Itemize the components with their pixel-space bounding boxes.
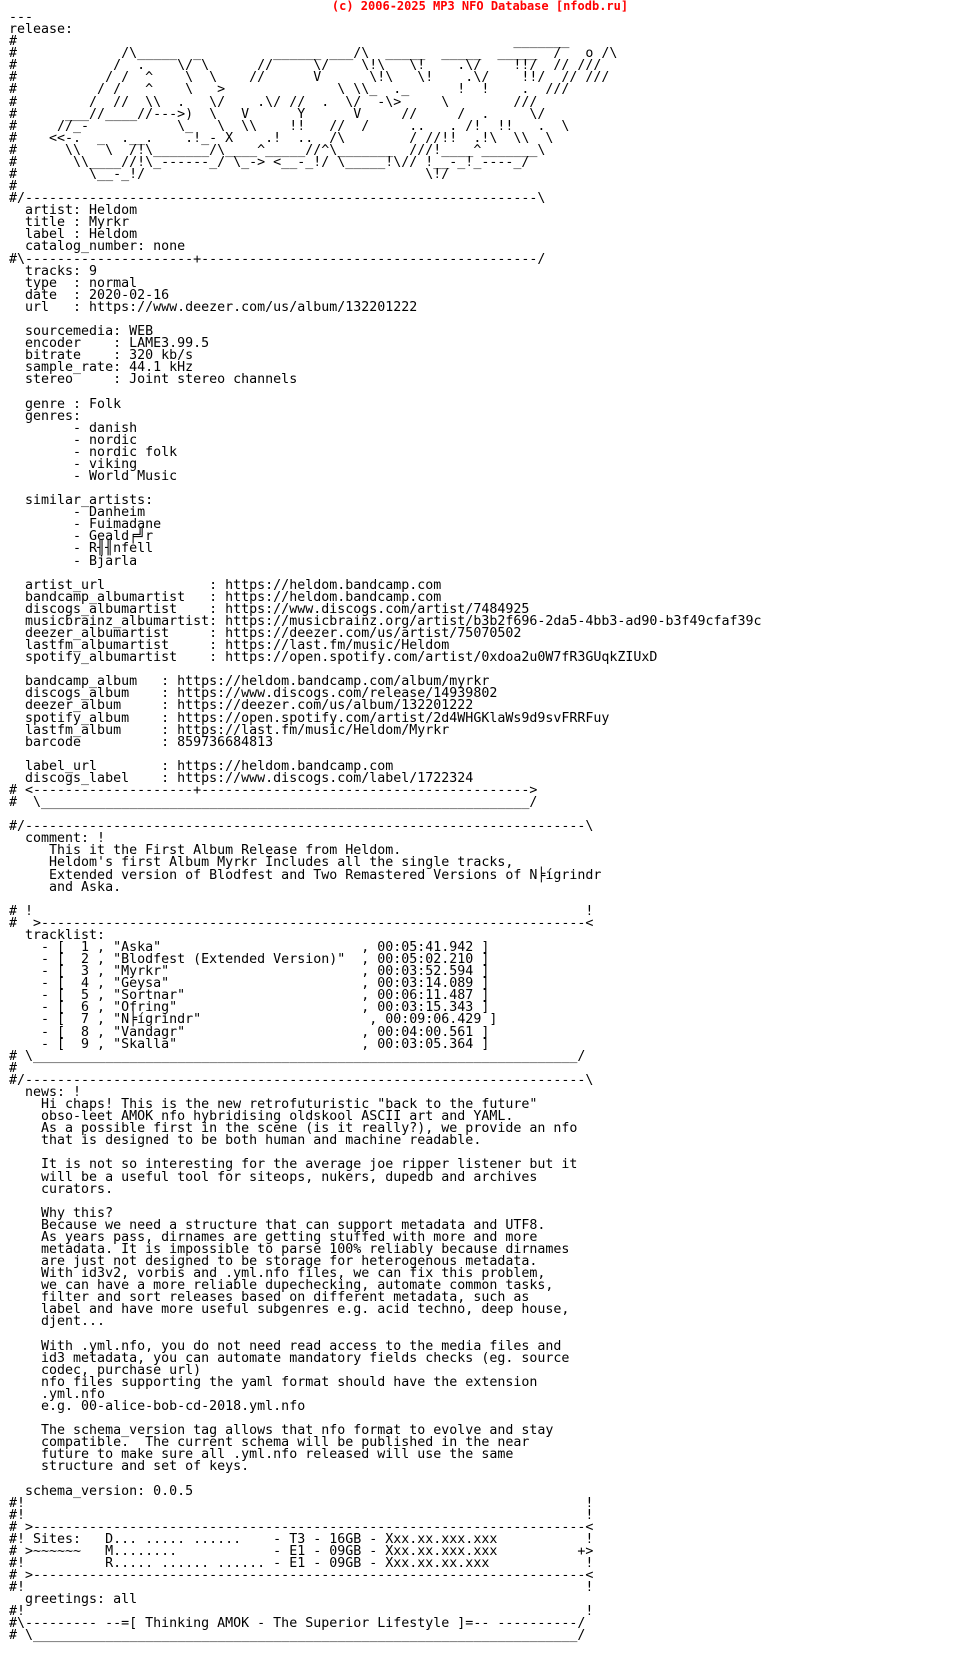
nfo-text-block: --- release: # _______ # /\_____ _ ______ ___/\ _____ _____ _____ / o /\ # / . \/ \ // \/ \!\ \! .\/ !!/ // /// # / / ^ \ \ // V \!\ \! .\/ !!/ // /// # / / ^ \ > \ \\_ ._ ! ! . /// # / // \\ . \/ .\/ // . \/ -\> \ /// # ___//____//--->) \ V Y V // / . \/ # //_- \_ \ \\ !! // / .. . /! !! . \ # <<-. _ .__. .!_- X .! .. /\ / //!! .!\ \\ \ # \\ \ /!\_______/\____^_____//^\_______ ///!____^_______\ # \\____//!\_------_/ \_-> <__-_!/ \_____!\// !__-_!_----_/ # \__-_!/ \!/ # #/----------------------------------------------------------------\ artist: Heldom title : Myrkr label : Heldom catalog_number: none #\---------------------+------------------------------------------/ tracks: 9 type : normal date : 2020-02-16 url : https://www.deezer.com/us/album/132201222 sourcemedia: WEB encoder : LAME3.99.5 bitrate : 320 kb/s sample_rate: 44.1 kHz stereo : Joint stereo channels genre : Folk genres: - danish - nordic - nordic folk - viking - World Music similar_artists: - Danheim - Fuimadane - Geald╒╝r - R╢╢nfell - Bjarla artist_url : https://heldom.bandcamp.com bandcamp_albumartist : https://heldom.bandcamp.com discogs_albumartist : https://www.discogs.com/artist/7484925 musicbrainz_albumartist: https://musicbrainz.org/artist/b3b2f696-2da5-4bb3-ad90-b3f49cfaf39c deezer_albumartist : https://deezer.com/us/artist/75070502 lastfm_albumartist : https://last.fm/music/Heldom spotify_albumartist : https://open.spotify.com/artist/0xdoa2u0W7fR3GUqkZIUxD bandcamp_album : https://heldom.bandcamp.com/album/myrkr discogs_album : https://www.discogs.com/release/14939802 deezer_album : https://deezer.com/us/album/132201222 spotify_album : https://open.spotify.com/artist/2d4WHGKlaWs9d9svFRRFuy lastfm_album : https://last.fm/music/Heldom/Myrkr barcode : 859736684813 label_url : https://heldom.bandcamp.com discogs_label : https://www.discogs.com/label/1722324 # <--------------------+-----------------------------------------> # \_____________________________________________________________/ #/----------------------------------------------------------------------\ comment: ! This it the First Album Release from Heldom. Heldom's first Album Myrkr Includes all the single tracks, Extended version of Blodfest and Two Remastered Versions of N╞ígrindr and Aska. # ! ! # >--------------------------------------------------------------------< tracklist: - [ 1 , "Aska" , 00:05:41.942 ] - [ 2 , "Blodfest (Extended Version)" , 00:05:02.210 ] - [ 3 , "Myrkr" , 00:03:52.594 ] - [ 4 , "Geysa" , 00:03:14.089 ] - [ 5 , "Sortnar" , 00:06:11.487 ] - [ 6 , "Ofring" , 00:03:15.343 ] - [ 7 , "N╞ígrindr" , 00:09:06.429 ] - [ 8 , "Vandagr" , 00:04:00.561 ] - [ 9 , "Skalla" , 00:03:05.364 ] # \____________________________________________________________________/ # #/----------------------------------------------------------------------\ news: ! Hi chaps! This is the new retrofuturistic "back to the future" obso-leet AMOK nfo hybridising oldskool ASCII art and YAML. As a possible first in the scene (is it really?), we provide an nfo that is designed to be both human and machine readable. It is not so interesting for the average joe ripper listener but it will be a useful tool for siteops, nukers, dupedb and archives curators. Why this? Because we need a structure that can support metadata and UTF8. As years pass, dirnames are getting stuffed with more and more metadata. It is impossible to parse 100% reliably because dirnames are just not designed to be storage for heterogenous metadata. With id3v2, vorbis and .yml.nfo files, we can fix this problem, we can have a more reliable dupechecking, automate common tasks, filter and sort releases based on different metadata, such as label and have more useful subgenres e.g. acid techno, deep house, djent... With .yml.nfo, you do not need read access to the media files and id3 metadata, you can automate mandatory fields checks (eg. source codec, purchase url) nfo files supporting the yaml format should have the extension .yml.nfo e.g. 00-alice-bob-cd-2018.yml.nfo The schema_version tag allows that nfo format to evolve and stay compatible. The current schema will be published in the near future to make sure all .yml.nfo released will use the same structure and set of keys. schema_version: 0.0.5 #! ! #! ! # >---------------------------------------------------------------------< #! Sites: D... ..... ...... - T3 - 16GB - Xxx.xx.xxx.xxx ! # >~~~~~~ M........ - E1 - 09GB - Xxx.xx.xxx.xxx +> #! R..... ...... ...... - E1 - 09GB - Xxx.xx.xx.xxx ! # >---------------------------------------------------------------------< #! ! greetings: all #! ! #\--------- --=[ Thinking AMOK - The Superior Lifestyle ]=-- ----------/ # \____________________________________________________________________/ [9,10,762,1644]
site-copyright-header: (c) 2006-2025 MP3 NFO Database [nfodb.ru] [331,0,629,13]
